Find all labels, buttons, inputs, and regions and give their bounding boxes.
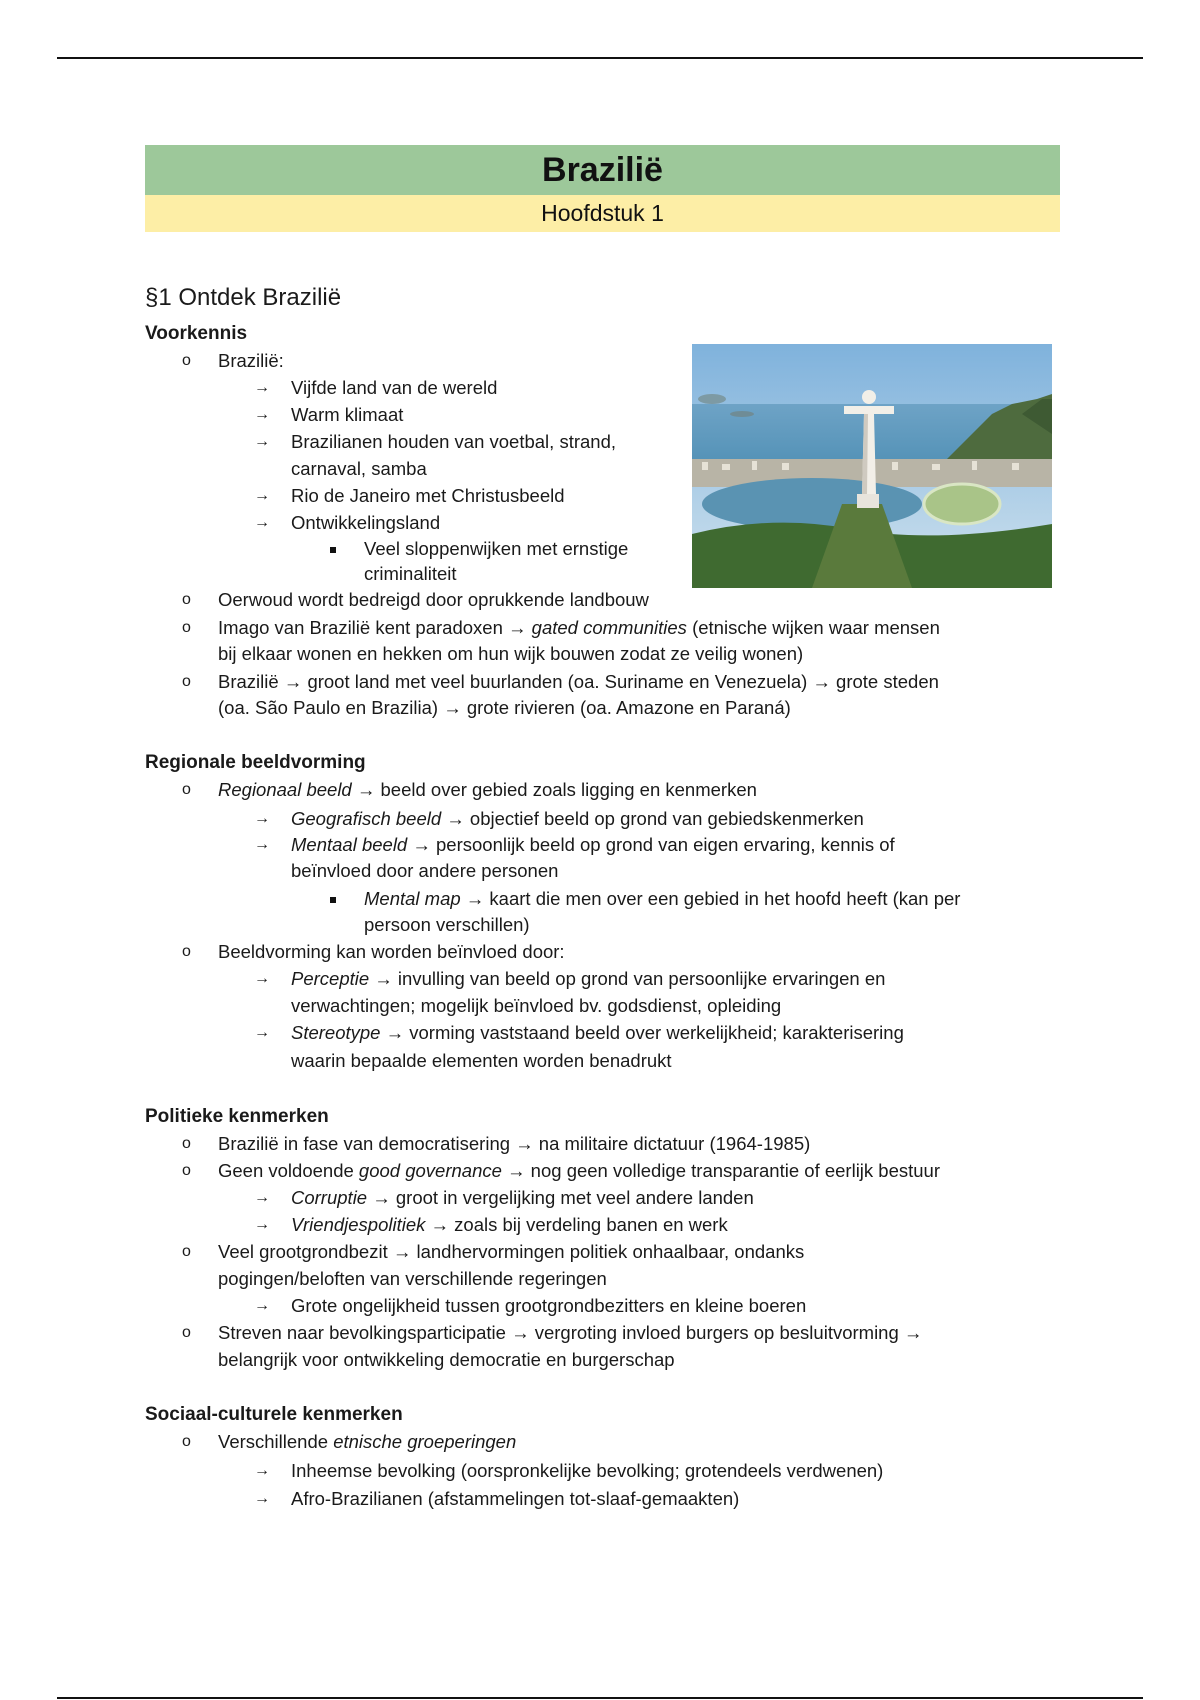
square-bullet-icon [330,547,336,553]
text-run: Imago van Brazilië kent paradoxen → [218,617,532,638]
text-run: persoon verschillen) [364,914,530,935]
text-run: → vorming vaststaand beeld over werkelijkheid; karakterisering [380,1022,904,1043]
term: Corruptie [291,1187,368,1208]
list-item [218,965,1060,1019]
list-item [145,938,1060,965]
term: Perceptie [291,968,370,989]
arrow-icon: → [254,810,270,827]
page-subtitle: Hoofdstuk 1 [145,195,1060,232]
arrow-icon: → [254,1490,270,1507]
list-item-text: Oerwoud wordt bedreigd door oprukkende landbouw [218,589,649,610]
text-run: waarin bepaalde elementen worden benadrukt [291,1050,672,1071]
text-run: Brazilië in fase van democratisering → na militaire dictatuur (1964-1985) [218,1133,811,1154]
list-item [291,886,1060,938]
term: good governance [358,1160,502,1181]
text-run: → beeld over gebied zoals ligging en kenmerken [351,779,757,800]
circle-bullet-icon: o [182,1135,191,1152]
list-item [145,1319,1060,1373]
list-item-text: carnaval, samba [291,458,427,479]
list-item [145,615,1060,667]
list-item [218,1184,1060,1211]
circle-bullet-icon: o [182,673,191,690]
list-item [218,1457,1060,1484]
politiek-list-2 [145,1238,1060,1292]
circle-bullet-icon: o [182,781,191,798]
top-rule [57,57,1143,59]
text-run: beïnvloed door andere personen [291,860,559,881]
arrow-icon: → [254,433,270,450]
christ-redeemer-photo [692,344,1052,588]
text-run: Streven naar bevolkingsparticipatie → vergroting invloed burgers op besluitvorming → [218,1322,923,1343]
politiek-list [145,1130,1060,1184]
list-item-text: criminaliteit [364,563,457,584]
page-title: Brazilië [145,145,1060,195]
term: Mentaal beeld [291,834,408,855]
term: Mental map [364,888,461,909]
term: Vriendjespolitiek [291,1214,426,1235]
arrow-icon: → [254,836,270,853]
list-item [218,832,1060,884]
arrow-icon: → [254,1216,270,1233]
text-run: (etnische wijken waar mensen [686,617,940,638]
heading-regionale: Regionale beeldvorming [145,752,366,773]
arrow-icon: → [254,1024,270,1041]
politiek-sublist-2 [218,1292,1060,1319]
sociaal-list [145,1428,1060,1455]
text-run: Geen voldoende [218,1160,359,1181]
politiek-list-3 [145,1319,1060,1373]
circle-bullet-icon: o [182,1433,191,1450]
arrow-icon: → [254,406,270,423]
text-run: Brazilië → groot land met veel buurlanden (oa. Suriname en Venezuela) → grote steden [218,671,939,692]
regionale-subsublist [291,886,1060,938]
term: etnische groeperingen [333,1431,517,1452]
heading-voorkennis: Voorkennis [145,323,248,344]
term: Stereotype [291,1022,381,1043]
list-item [145,776,1060,803]
voorkennis-list-more [145,586,1060,721]
regionale-list [145,776,1060,803]
section-title: §1 Ontdek Brazilië [145,284,342,311]
circle-bullet-icon: o [182,1243,191,1260]
circle-bullet-icon: o [182,943,191,960]
list-item-text: Veel sloppenwijken met ernstige [364,538,629,559]
list-item [145,1157,1060,1184]
list-item-text: Brazilië: [218,350,284,371]
list-item [218,1292,1060,1319]
list-item-text: Ontwikkelingsland [291,512,441,533]
term: Geografisch beeld [291,808,442,829]
text-run: Beeldvorming kan worden beïnvloed door: [218,941,565,962]
text-run: Veel grootgrondbezit → landhervormingen politiek onhaalbaar, ondanks [218,1241,805,1262]
circle-bullet-icon: o [182,352,191,369]
regionale-list-2 [145,938,1060,965]
regionale-sublist-2 [218,965,1060,1075]
text-run: → zoals bij verdeling banen en werk [425,1214,728,1235]
list-item [145,669,1060,721]
text-run: → nog geen volledige transparantie of eerlijk bestuur [501,1160,941,1181]
bottom-rule [57,1697,1143,1699]
circle-bullet-icon: o [182,1162,191,1179]
list-item [218,805,1060,832]
text-run: Verschillende [218,1431,334,1452]
text-run: → groot in vergelijking met veel andere landen [367,1187,754,1208]
circle-bullet-icon: o [182,591,191,608]
text-run: (oa. São Paulo en Brazilia) → grote rivieren (oa. Amazone en Paraná) [218,697,791,718]
term: Regionaal beeld [218,779,352,800]
text-run: → invulling van beeld op grond van persoonlijke ervaringen en [369,968,886,989]
arrow-icon: → [254,487,270,504]
arrow-icon: → [254,1189,270,1206]
heading-sociaal: Sociaal-culturele kenmerken [145,1404,403,1425]
term: gated communities [531,617,687,638]
text-run: bij elkaar wonen en hekken om hun wijk bouwen zodat ze veilig wonen) [218,643,804,664]
list-item [145,1130,1060,1157]
list-item-text: Warm klimaat [291,404,404,425]
text-run: pogingen/beloften van verschillende regeringen [218,1268,607,1289]
text-run: belangrijk voor ontwikkeling democratie en burgerschap [218,1349,675,1370]
text-run: Grote ongelijkheid tussen grootgrondbezitters en kleine boeren [291,1295,807,1316]
arrow-icon: → [254,379,270,396]
sociaal-sublist [218,1457,1060,1512]
text-run: verwachtingen; mogelijk beïnvloed bv. godsdienst, opleiding [291,995,782,1016]
regionale-sublist [218,805,1060,884]
politiek-sublist [218,1184,1060,1238]
list-item [145,1238,1060,1292]
list-item-text: Vijfde land van de wereld [291,377,498,398]
arrow-icon: → [254,514,270,531]
arrow-icon: → [254,1462,270,1479]
list-item [145,1428,1060,1455]
text-run: → kaart die men over een gebied in het hoofd heeft (kan per [460,888,961,909]
square-bullet-icon [330,897,336,903]
text-run: Inheemse bevolking (oorspronkelijke bevolking; grotendeels verdwenen) [291,1460,884,1481]
arrow-icon: → [254,970,270,987]
list-item-text: Rio de Janeiro met Christusbeeld [291,485,565,506]
circle-bullet-icon: o [182,619,191,636]
list-item [218,1485,1060,1512]
text-run: → objectief beeld op grond van gebiedskenmerken [441,808,864,829]
circle-bullet-icon: o [182,1324,191,1341]
heading-politiek: Politieke kenmerken [145,1106,329,1127]
list-item [218,1019,1060,1075]
text-run: → persoonlijk beeld op grond van eigen ervaring, kennis of [407,834,895,855]
list-item-text: Brazilianen houden van voetbal, strand, [291,431,616,452]
list-item [218,1211,1060,1238]
arrow-icon: → [254,1297,270,1314]
list-item [145,586,1060,613]
text-run: Afro-Brazilianen (afstammelingen tot-slaaf-gemaakten) [291,1488,740,1509]
